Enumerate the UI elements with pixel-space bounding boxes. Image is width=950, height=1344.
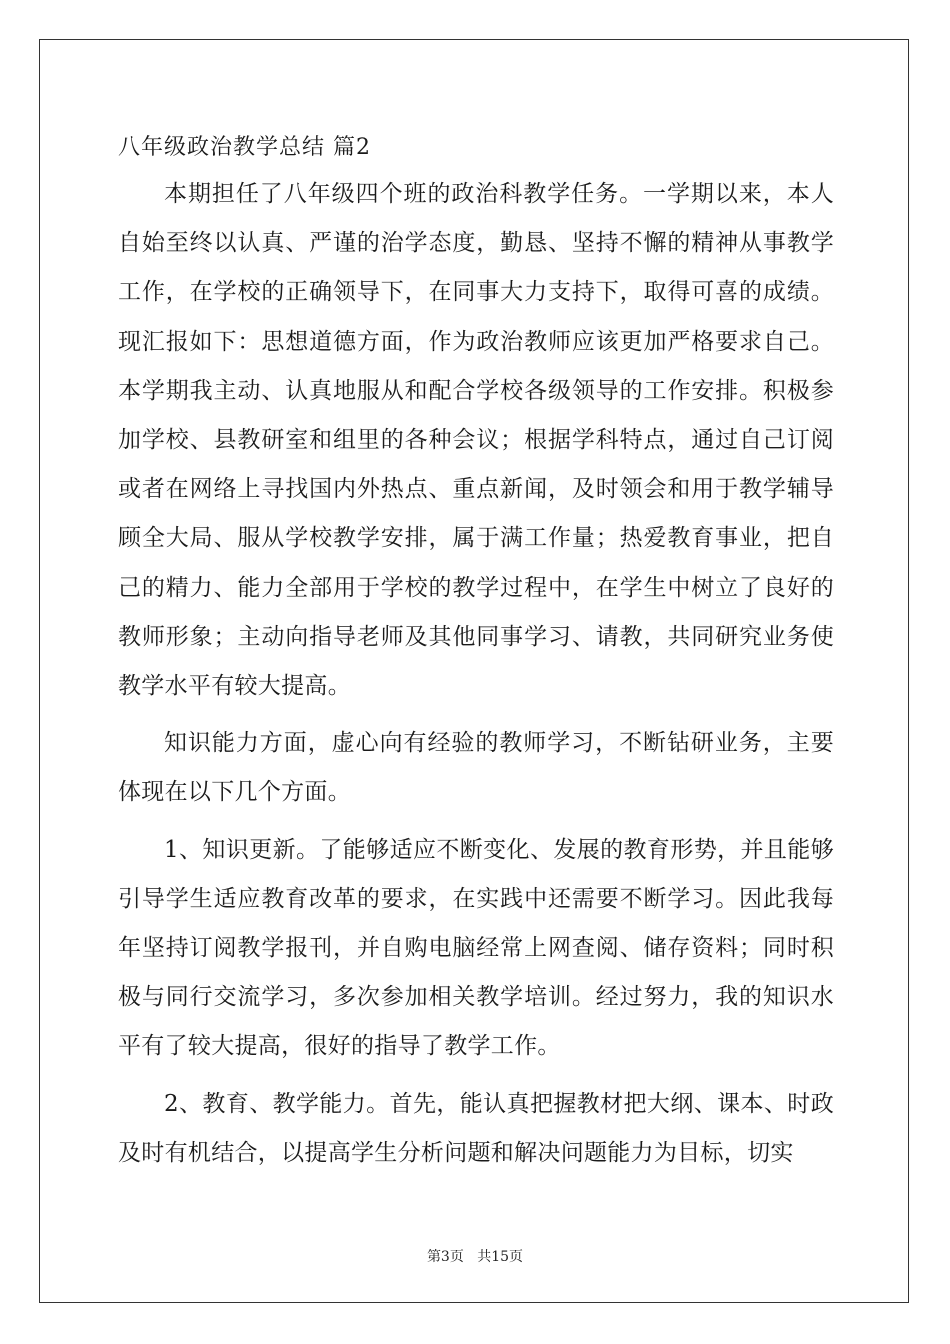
page-footer <box>0 1246 950 1266</box>
page-number: 第3页 <box>426 1249 464 1265</box>
paragraph-3: 1、知识更新。了能够适应不断变化、发展的教育形势，并且能够引导学生适应教育改革的要求，在实践中还需要不断学习。因此我每年坚持订阅教学报刊，并自购电脑经常上网查阅、储存资料；同时积极与同行交流学习，多次参加相关教学培训。经过努力，我的知识水平有了较大提高，很好的指导了教学工作。 <box>118 836 834 1060</box>
paragraph-4: 2、教育、教学能力。首先，能认真把握教材把大纲、课本、时政及时有机结合，以提高学生分析问题和解决问题能力为目标，切实 <box>118 1090 834 1166</box>
page-total: 共15页 <box>477 1249 524 1265</box>
document-body <box>118 128 834 1186</box>
paragraph-1: 本期担任了八年级四个班的政治科教学任务。一学期以来，本人自始至终以认真、严谨的治学态度，勤恳、坚持不懈的精神从事教学工作，在学校的正确领导下，在同事大力支持下，取得可喜的成绩。现汇报如下：思想道德方面，作为政治教师应该更加严格要求自己。本学期我主动、认真地服从和配合学校各级领导的工作安排。积极参加学校、县教研室和组里的各种会议；根据学科特点，通过自己订阅或者在网络上寻找国内外热点、重点新闻，及时领会和用于教学辅导顾全大局、服从学校教学安排，属于满工作量；热爱教育事业，把自己的精力、能力全部用于学校的教学过程中，在学生中树立了良好的教师形象；主动向指导老师及其他同事学习、请教，共同研究业务使教学水平有较大提高。 <box>118 181 834 700</box>
document-title: 八年级政治教学总结 篇2 <box>118 135 371 160</box>
paragraph-2: 知识能力方面，虚心向有经验的教师学习，不断钻研业务，主要体现在以下几个方面。 <box>118 730 834 806</box>
